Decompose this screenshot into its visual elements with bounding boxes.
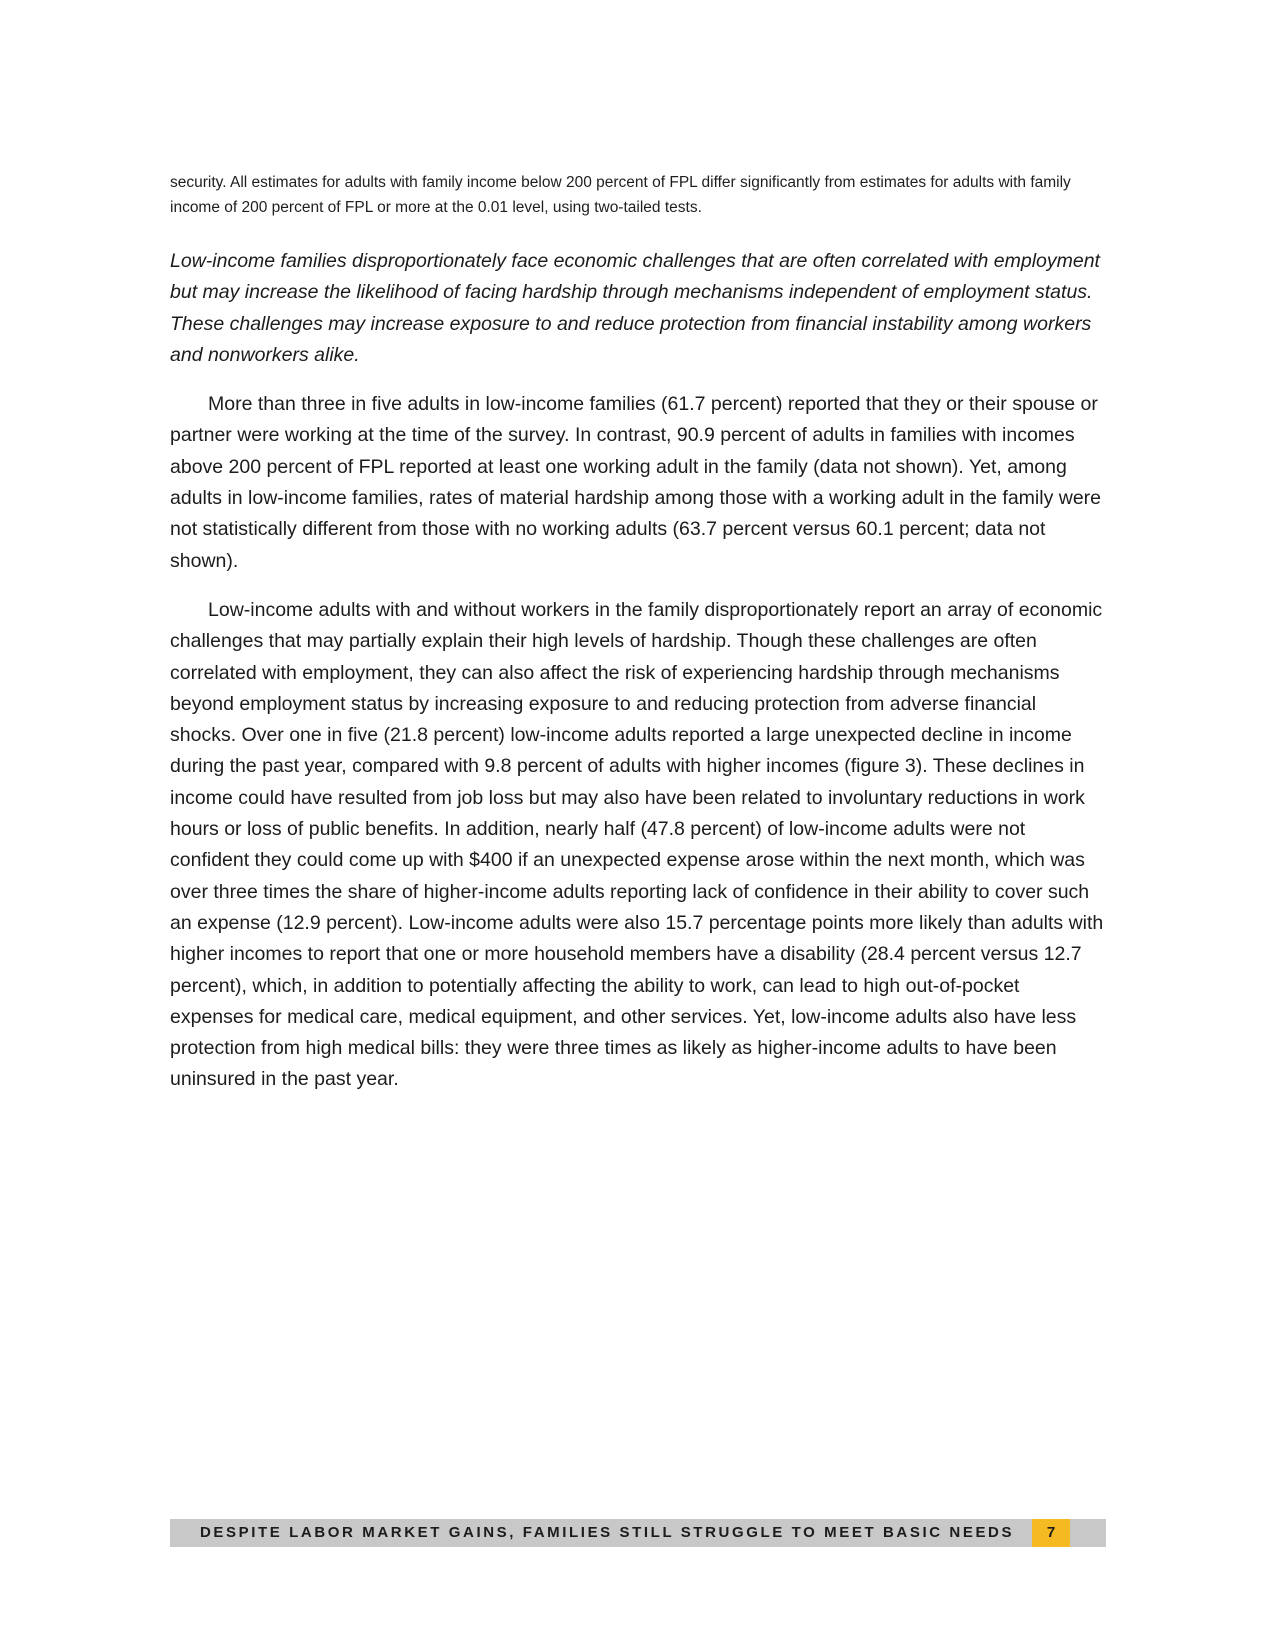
page-content [170,170,1105,1114]
page-number-badge: 7 [1032,1519,1070,1547]
footer-report-title: DESPITE LABOR MARKET GAINS, FAMILIES STILL STRUGGLE TO MEET BASIC NEEDS [200,1524,1015,1541]
body-paragraph-2: Low-income adults with and without workers in the family disproportionately report an array of economic challenges that may partially explain their high levels of hardship. Though these challenges are often correlated with employment, they can also affect the risk of experiencing hardship through mechanisms beyond employment status by increasing exposure to and reducing protection from adverse financial shocks. Over one in five (21.8 percent) low-income adults reported a large unexpected decline in income during the past year, compared with 9.8 percent of adults with higher incomes (figure 3). These declines in income could have resulted from job loss but may also have been related to involuntary reductions in work hours or loss of public benefits. In addition, nearly half (47.8 percent) of low-income adults were not confident they could come up with $400 if an unexpected expense arose within the next month, which was over three times the share of higher-income adults reporting lack of confidence in their ability to cover such an expense (12.9 percent). Low-income adults were also 15.7 percentage points more likely than adults with higher incomes to report that one or more household members have a disability (28.4 percent versus 12.7 percent), which, in addition to potentially affecting the ability to work, can lead to high out-of-pocket expenses for medical care, medical equipment, and other services. Yet, low-income adults also have less protection from high medical bills: they were three times as likely as higher-income adults to have been uninsured in the past year. [170,598,1104,1091]
footnote-continuation: security. All estimates for adults with family income below 200 percent of FPL differ significantly from estimates for adults with family income of 200 percent of FPL or more at the 0.01 level, using two-tailed tests. [170,174,1071,216]
running-footer [170,1519,1106,1547]
lead-italic-summary: Low-income families disproportionately face economic challenges that are often correlated with employment but may increase the likelihood of facing hardship through mechanisms independent of employment status. These challenges may increase exposure to and reduce protection from financial instability among workers and nonworkers alike. [170,250,1100,366]
body-paragraph-1: More than three in five adults in low-income families (61.7 percent) reported that they or their spouse or partner were working at the time of the survey. In contrast, 90.9 percent of adults in families with incomes above 200 percent of FPL reported at least one working adult in the family (data not shown). Yet, among adults in low-income families, rates of material hardship among those with a working adult in the family were not statistically different from those with no working adults (63.7 percent versus 60.1 percent; data not shown). [170,393,1102,572]
